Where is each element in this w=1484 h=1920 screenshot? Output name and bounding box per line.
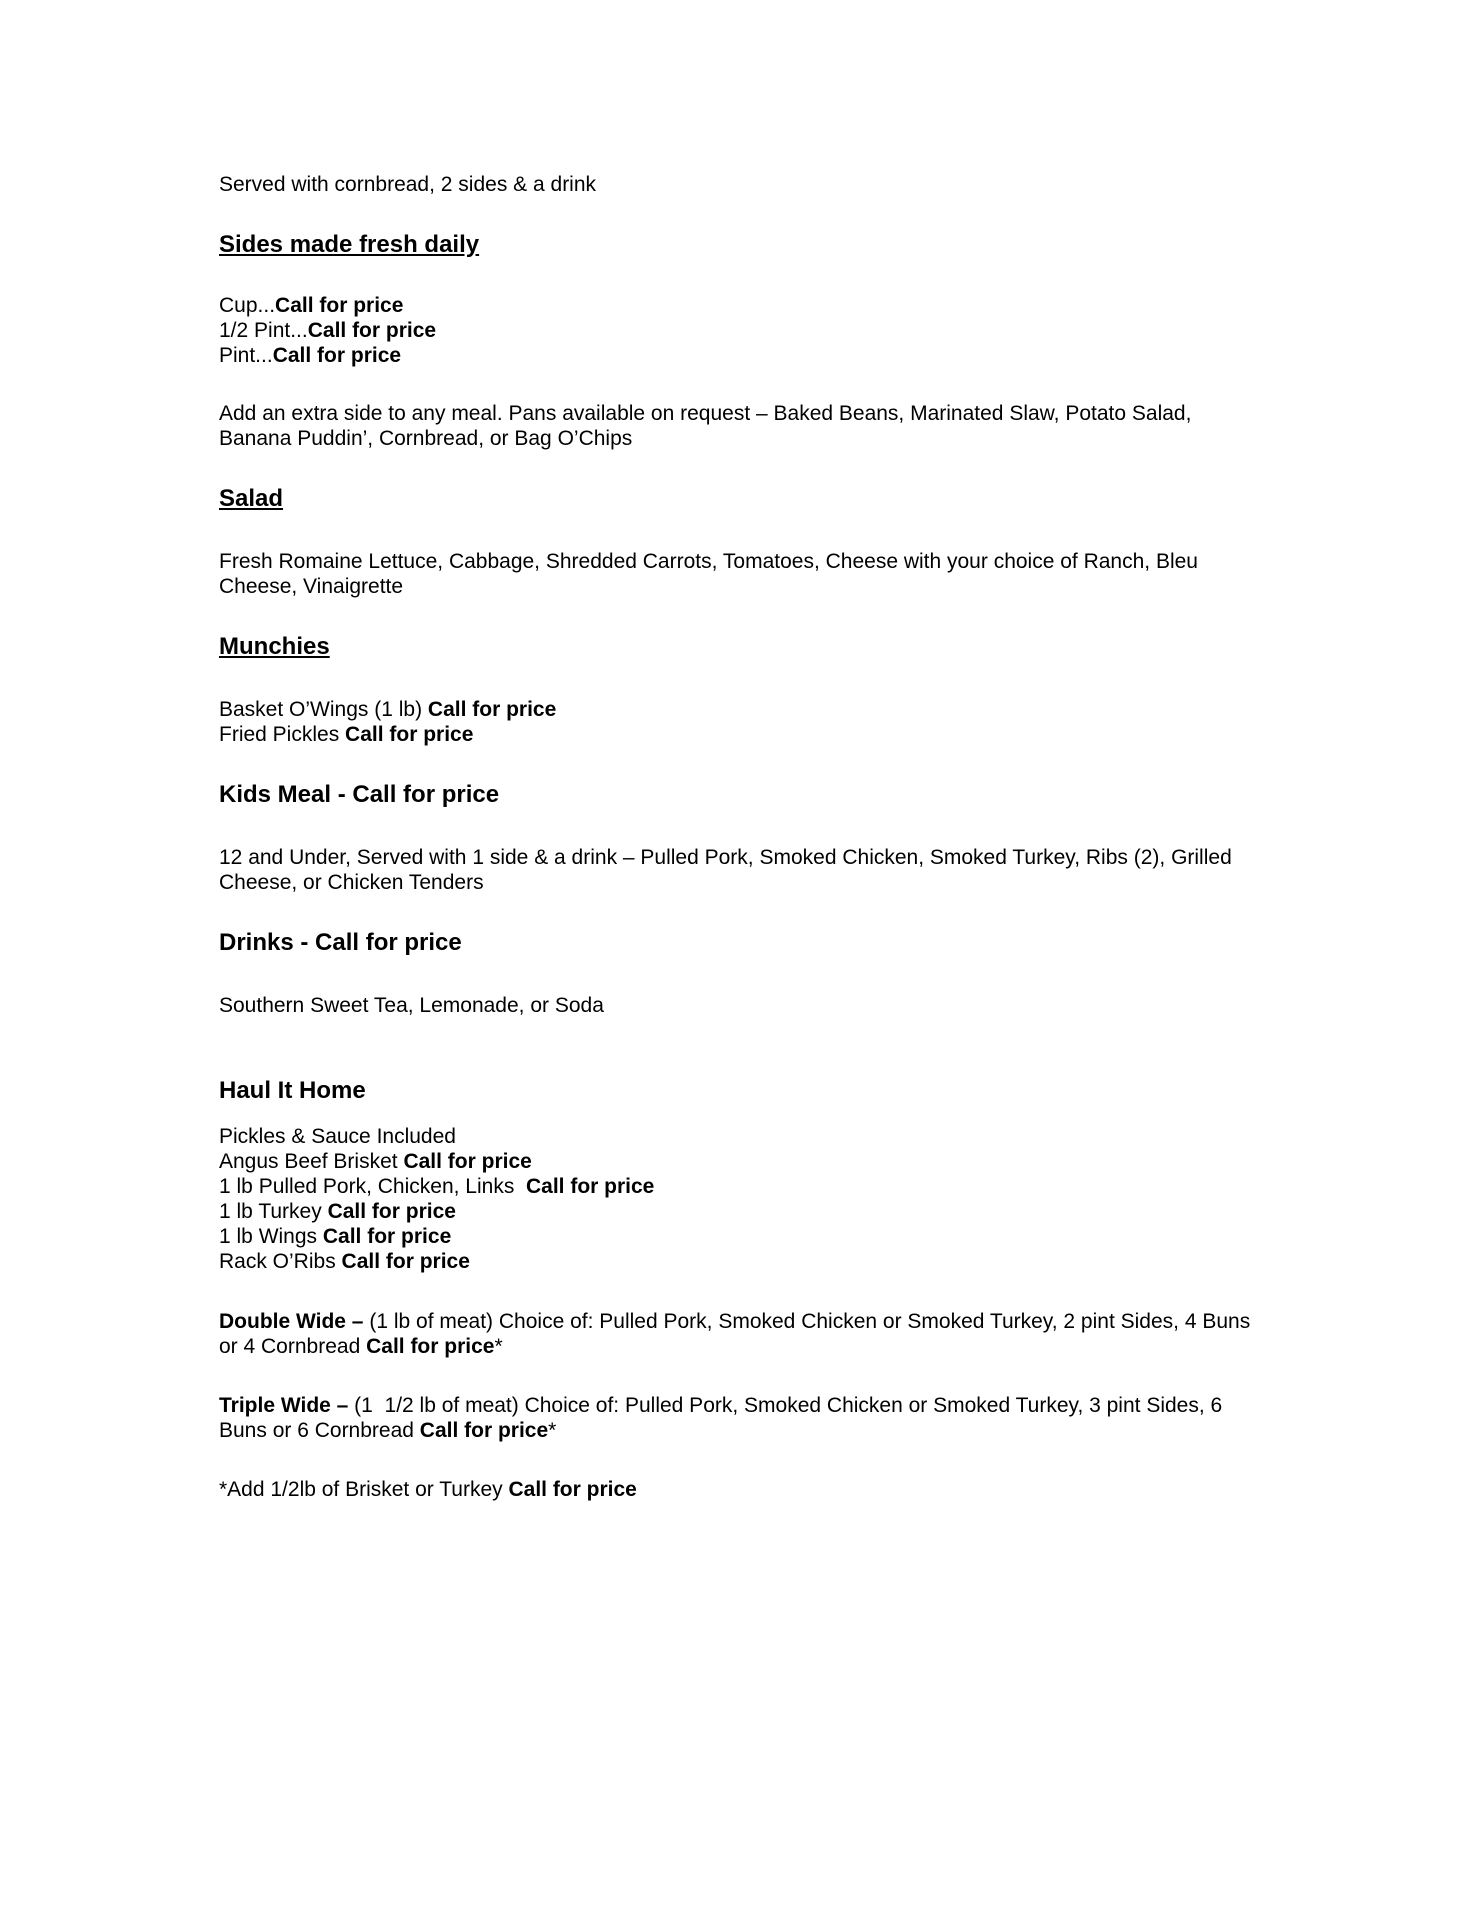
kids-meal-heading: Kids Meal - Call for price (219, 781, 500, 808)
addon-price: Call for price (508, 1478, 637, 1501)
drinks-description: Southern Sweet Tea, Lemonade, or Soda (219, 994, 604, 1017)
munchies-heading: Munchies (219, 633, 330, 660)
drinks-heading: Drinks - Call for price (219, 929, 462, 956)
item-price: Call for price (525, 1175, 655, 1198)
salad-heading: Salad (219, 485, 284, 512)
triple-wide-title: Triple Wide – (219, 1394, 349, 1417)
triple-wide-asterisk: * (548, 1419, 557, 1442)
sides-size-pint (219, 343, 436, 368)
size-price: Call for price (272, 344, 402, 367)
item-price: Call for price (327, 1200, 456, 1223)
item-name: 1 lb Pulled Pork, Chicken, Links (219, 1175, 526, 1198)
intro-text: Served with cornbread, 2 sides & a drink (219, 173, 597, 196)
sides-sizes-list (219, 293, 436, 368)
size-label: Cup... (219, 294, 276, 317)
size-price: Call for price (275, 294, 404, 317)
haul-item-brisket (219, 1149, 654, 1174)
munchies-item-fried-pickles (219, 722, 556, 747)
size-price: Call for price (307, 319, 437, 342)
haul-it-home-list (219, 1124, 654, 1274)
double-wide-description: (1 lb of meat) Choice of: Pulled Pork, Smoked Chicken or Smoked Turkey, 2 pint Sides, 4 Buns or 4 Cornbread (219, 1310, 1257, 1358)
sides-size-cup (219, 293, 436, 318)
sides-description: Add an extra side to any meal. Pans available on request – Baked Beans, Marinated Slaw, Potato Salad, Banana Puddin’, Cornbread, or Bag O’Chips (219, 402, 1198, 450)
sides-size-half-pint (219, 318, 436, 343)
haul-item-pulled-pork (219, 1174, 654, 1199)
item-price: Call for price (345, 723, 474, 746)
item-price: Call for price (341, 1250, 470, 1273)
item-name: 1 lb Turkey (219, 1200, 328, 1223)
triple-wide-description: (1 1/2 lb of meat) Choice of: Pulled Pork, Smoked Chicken or Smoked Turkey, 3 pint Sides, 6 Buns or 6 Cornbread (219, 1394, 1229, 1442)
haul-it-home-note: Pickles & Sauce Included (219, 1125, 456, 1148)
size-label: 1/2 Pint... (219, 319, 308, 342)
haul-it-home-heading: Haul It Home (219, 1077, 366, 1104)
double-wide-asterisk: * (494, 1335, 503, 1358)
munchies-list (219, 697, 556, 747)
haul-item-turkey (219, 1199, 654, 1224)
triple-wide-item (219, 1393, 1269, 1443)
haul-item-ribs (219, 1249, 654, 1274)
addon-note (219, 1477, 637, 1502)
munchies-item-wings (219, 697, 556, 722)
item-name: 1 lb Wings (219, 1225, 323, 1248)
item-price: Call for price (403, 1150, 532, 1173)
item-name: Fried Pickles (219, 723, 346, 746)
item-name: Basket O’Wings (1 lb) (219, 698, 428, 721)
sides-heading: Sides made fresh daily (219, 231, 480, 258)
size-label: Pint... (219, 344, 273, 367)
double-wide-title: Double Wide – (219, 1310, 364, 1333)
item-name: Rack O’Ribs (219, 1250, 342, 1273)
double-wide-item (219, 1309, 1264, 1359)
item-price: Call for price (427, 698, 557, 721)
kids-meal-description: 12 and Under, Served with 1 side & a drink – Pulled Pork, Smoked Chicken, Smoked Turkey, Ribs (2), Grilled Cheese, or Chicken Tenders (219, 846, 1238, 894)
triple-wide-price: Call for price (419, 1419, 549, 1442)
item-name: Angus Beef Brisket (219, 1150, 404, 1173)
haul-item-wings (219, 1224, 654, 1249)
addon-text: *Add 1/2lb of Brisket or Turkey (219, 1478, 509, 1501)
salad-description: Fresh Romaine Lettuce, Cabbage, Shredded Carrots, Tomatoes, Cheese with your choice of Ranch, Bleu Cheese, Vinaigrette (219, 550, 1204, 598)
item-price: Call for price (322, 1225, 452, 1248)
double-wide-price: Call for price (366, 1335, 495, 1358)
